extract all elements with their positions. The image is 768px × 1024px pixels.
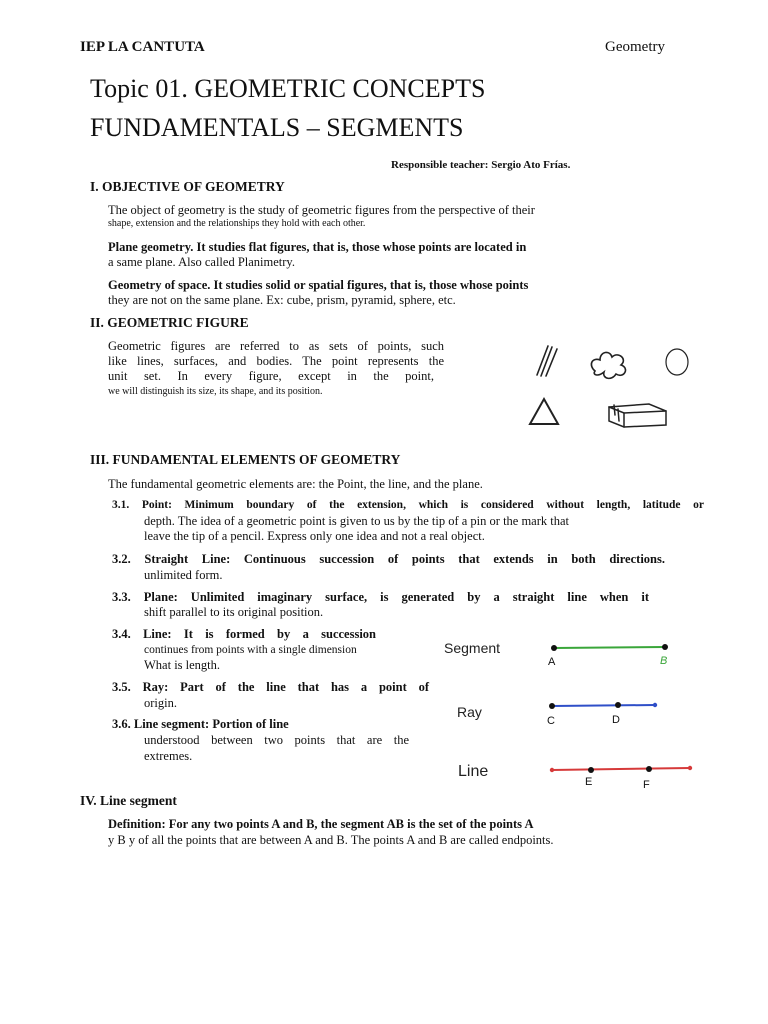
item-3-5-line2: origin. (144, 696, 177, 710)
section-1-p1-line1: The object of geometry is the study of geometric figures from the perspective of their (108, 203, 535, 217)
item-3-5-line1: 3.5. Ray: Part of the line that has a point of (112, 680, 429, 694)
page-title-line1: Topic 01. GEOMETRIC CONCEPTS (90, 74, 486, 103)
section-1-p1-line2: shape, extension and the relationships they hold with each other. (108, 218, 366, 229)
section-1-p3-bold: Geometry of space. It studies solid or spatial figures, that is, those whose points (108, 278, 529, 292)
ray-cd-stroke (552, 705, 655, 706)
section-2-line3: unit set. In every figure, except in the point, (108, 369, 434, 383)
section-4-heading: IV. Line segment (80, 793, 177, 808)
point-b-label: B (660, 655, 668, 667)
item-3-6-line2: understood between two points that are the (144, 733, 409, 747)
circle-figure (666, 349, 688, 375)
segment-ab-stroke (554, 647, 665, 648)
section-1-heading: I. OBJECTIVE OF GEOMETRY (90, 179, 285, 194)
section-2-line1: Geometric figures are referred to as sets of points, such (108, 339, 444, 353)
point-e-label: E (585, 776, 593, 788)
line-left-end-dot (550, 768, 554, 772)
point-d-label: D (612, 714, 620, 726)
line-types-diagram (440, 630, 705, 795)
item-3-4-line1: 3.4. Line: It is formed by a succession (112, 627, 376, 641)
section-2-line4: we will distinguish its size, its shape, and its position. (108, 386, 323, 397)
section-3-heading: III. FUNDAMENTAL ELEMENTS OF GEOMETRY (90, 452, 401, 467)
section-2-line2: like lines, surfaces, and bodies. The point represents the (108, 354, 444, 368)
prism-figure (609, 404, 666, 427)
item-3-4-line2: continues from points with a single dimension (144, 644, 357, 656)
section-1-p3-line2: they are not on the same plane. Ex: cube, prism, pyramid, sphere, etc. (108, 293, 456, 307)
section-1-p2-bold: Plane geometry. It studies flat figures, that is, those whose points are located in (108, 240, 527, 254)
point-c-label: C (547, 715, 555, 727)
point-e-dot (588, 767, 594, 773)
item-3-1-line2: depth. The idea of a geometric point is given to us by the tip of a pin or the mark that (144, 514, 570, 528)
curvy-surface-figure (591, 352, 625, 378)
point-f-dot (646, 766, 652, 772)
section-4-definition-line2: y B y of all the points that are between A and B. The points A and B are called endpoints. (108, 833, 554, 847)
line-ef (550, 766, 692, 791)
page-title-line2: FUNDAMENTALS – SEGMENTS (90, 113, 464, 142)
section-3-intro: The fundamental geometric elements are: the Point, the line, and the plane. (108, 477, 483, 491)
segment-label: Segment (444, 640, 501, 656)
item-3-2-line2: unlimited form. (144, 568, 223, 582)
ray-cd (547, 702, 657, 727)
subject-name: Geometry (605, 39, 665, 55)
item-3-3-line2: shift parallel to its original position. (144, 605, 324, 619)
triangle-figure (530, 399, 558, 424)
line-ef-stroke (552, 768, 690, 770)
segment-ab (548, 644, 668, 668)
item-3-1-line3: leave the tip of a pencil. Express only one idea and not a real object. (144, 529, 485, 543)
item-3-6-line3: extremes. (144, 749, 193, 763)
section-2-heading: II. GEOMETRIC FIGURE (90, 315, 249, 330)
point-c-dot (549, 703, 555, 709)
school-name: IEP LA CANTUTA (80, 39, 205, 55)
point-d-dot (615, 702, 621, 708)
parallel-lines-figure (537, 346, 557, 376)
line-label: Line (458, 763, 489, 780)
geometric-figures-sketches (520, 335, 710, 435)
point-a-dot (551, 645, 557, 651)
teacher-credit: Responsible teacher: Sergio Ato Frías. (391, 159, 571, 171)
item-3-1-line1: 3.1. Point: Minimum boundary of the extension, which is considered without length, latitude or (112, 499, 704, 511)
item-3-4-line3: What is length. (144, 658, 221, 672)
item-3-6-line1: 3.6. Line segment: Portion of line (112, 717, 289, 731)
point-b-dot (662, 644, 668, 650)
ray-end-dot (653, 703, 657, 707)
item-3-3-line1: 3.3. Plane: Unlimited imaginary surface, is generated by a straight line when it (112, 590, 649, 604)
section-1-p2-line2: a same plane. Also called Planimetry. (108, 255, 295, 269)
item-3-2-line1: 3.2. Straight Line: Continuous succession of points that extends in both directions. (112, 552, 665, 566)
point-a-label: A (548, 656, 556, 668)
point-f-label: F (643, 779, 650, 791)
ray-label: Ray (457, 704, 482, 720)
line-right-end-dot (688, 766, 692, 770)
section-4-definition-bold: Definition: For any two points A and B, the segment AB is the set of the points A (108, 817, 534, 831)
